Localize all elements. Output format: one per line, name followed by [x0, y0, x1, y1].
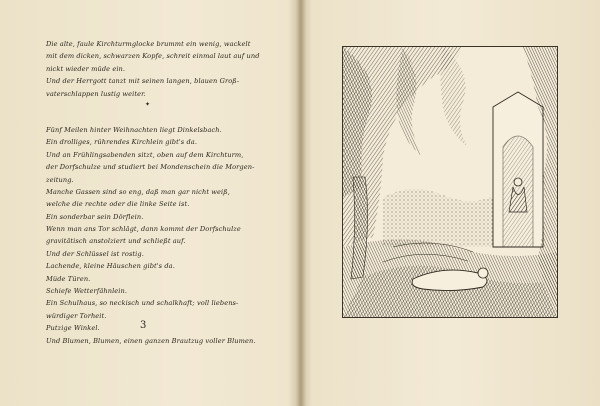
page-number: 3: [140, 320, 147, 331]
text-line: Fünf Meilen hinter Weihnachten liegt Dinkelsbach.: [46, 125, 222, 134]
text-line: nickt wieder müde ein.: [46, 64, 126, 73]
text-line: Manche Gassen sind so eng, daß man gar nicht weiß,: [46, 187, 230, 196]
text-line: Ein sonderbar sein Dörflein.: [46, 212, 144, 221]
text-line: Und der Herrgott tanzt mit seinen langen, blauen Groß-: [46, 77, 240, 86]
text-line: Ein Schulhaus, so neckisch und schalkhaft; voll liebens-: [46, 299, 239, 308]
forest-chapel-illustration: [342, 46, 558, 318]
text-line: Und an Frühlingsabenden sitzt, oben auf dem Kirchturm,: [46, 150, 244, 159]
text-line: vaterschlappen lustig weiter.: [46, 89, 146, 98]
text-line: Putzige Winkel.: [46, 324, 100, 333]
book-gutter: [296, 0, 306, 406]
text-line: Die alte, faule Kirchturmglocke brummt ein wenig, wackelt: [46, 40, 251, 48]
text-line: würdiger Torheit.: [46, 311, 107, 320]
text-line: zeitung.: [46, 175, 74, 184]
text-line: Und der Schlüssel ist rostig.: [46, 249, 144, 258]
text-line: Wenn man ans Tor schlägt, dann kommt der Dorfschulze: [46, 225, 241, 234]
text-line: Lachende, kleine Häuschen gibt's da.: [46, 262, 175, 271]
text-line: Schiefe Wetterfähnlein.: [46, 287, 128, 296]
section-separator: ✦: [145, 101, 151, 108]
text-line: der Dorfschulze und studiert bei Mondenschein die Morgen-: [46, 163, 255, 172]
left-page: [46, 38, 276, 347]
text-line: mit dem dicken, schwarzen Kopfe, schreit einmal laut auf und: [46, 52, 260, 61]
text-line: Ein drolliges, rührendes Kirchlein gibt's da.: [46, 138, 198, 147]
text-line: Und Blumen, Blumen, einen ganzen Brautzug voller Blumen.: [46, 336, 256, 345]
text-line: welche die rechte oder die linke Seite ist.: [46, 200, 190, 209]
text-line: gravitätisch anstolziert und schließt auf.: [46, 237, 186, 246]
text-line: Müde Türen.: [46, 274, 91, 283]
